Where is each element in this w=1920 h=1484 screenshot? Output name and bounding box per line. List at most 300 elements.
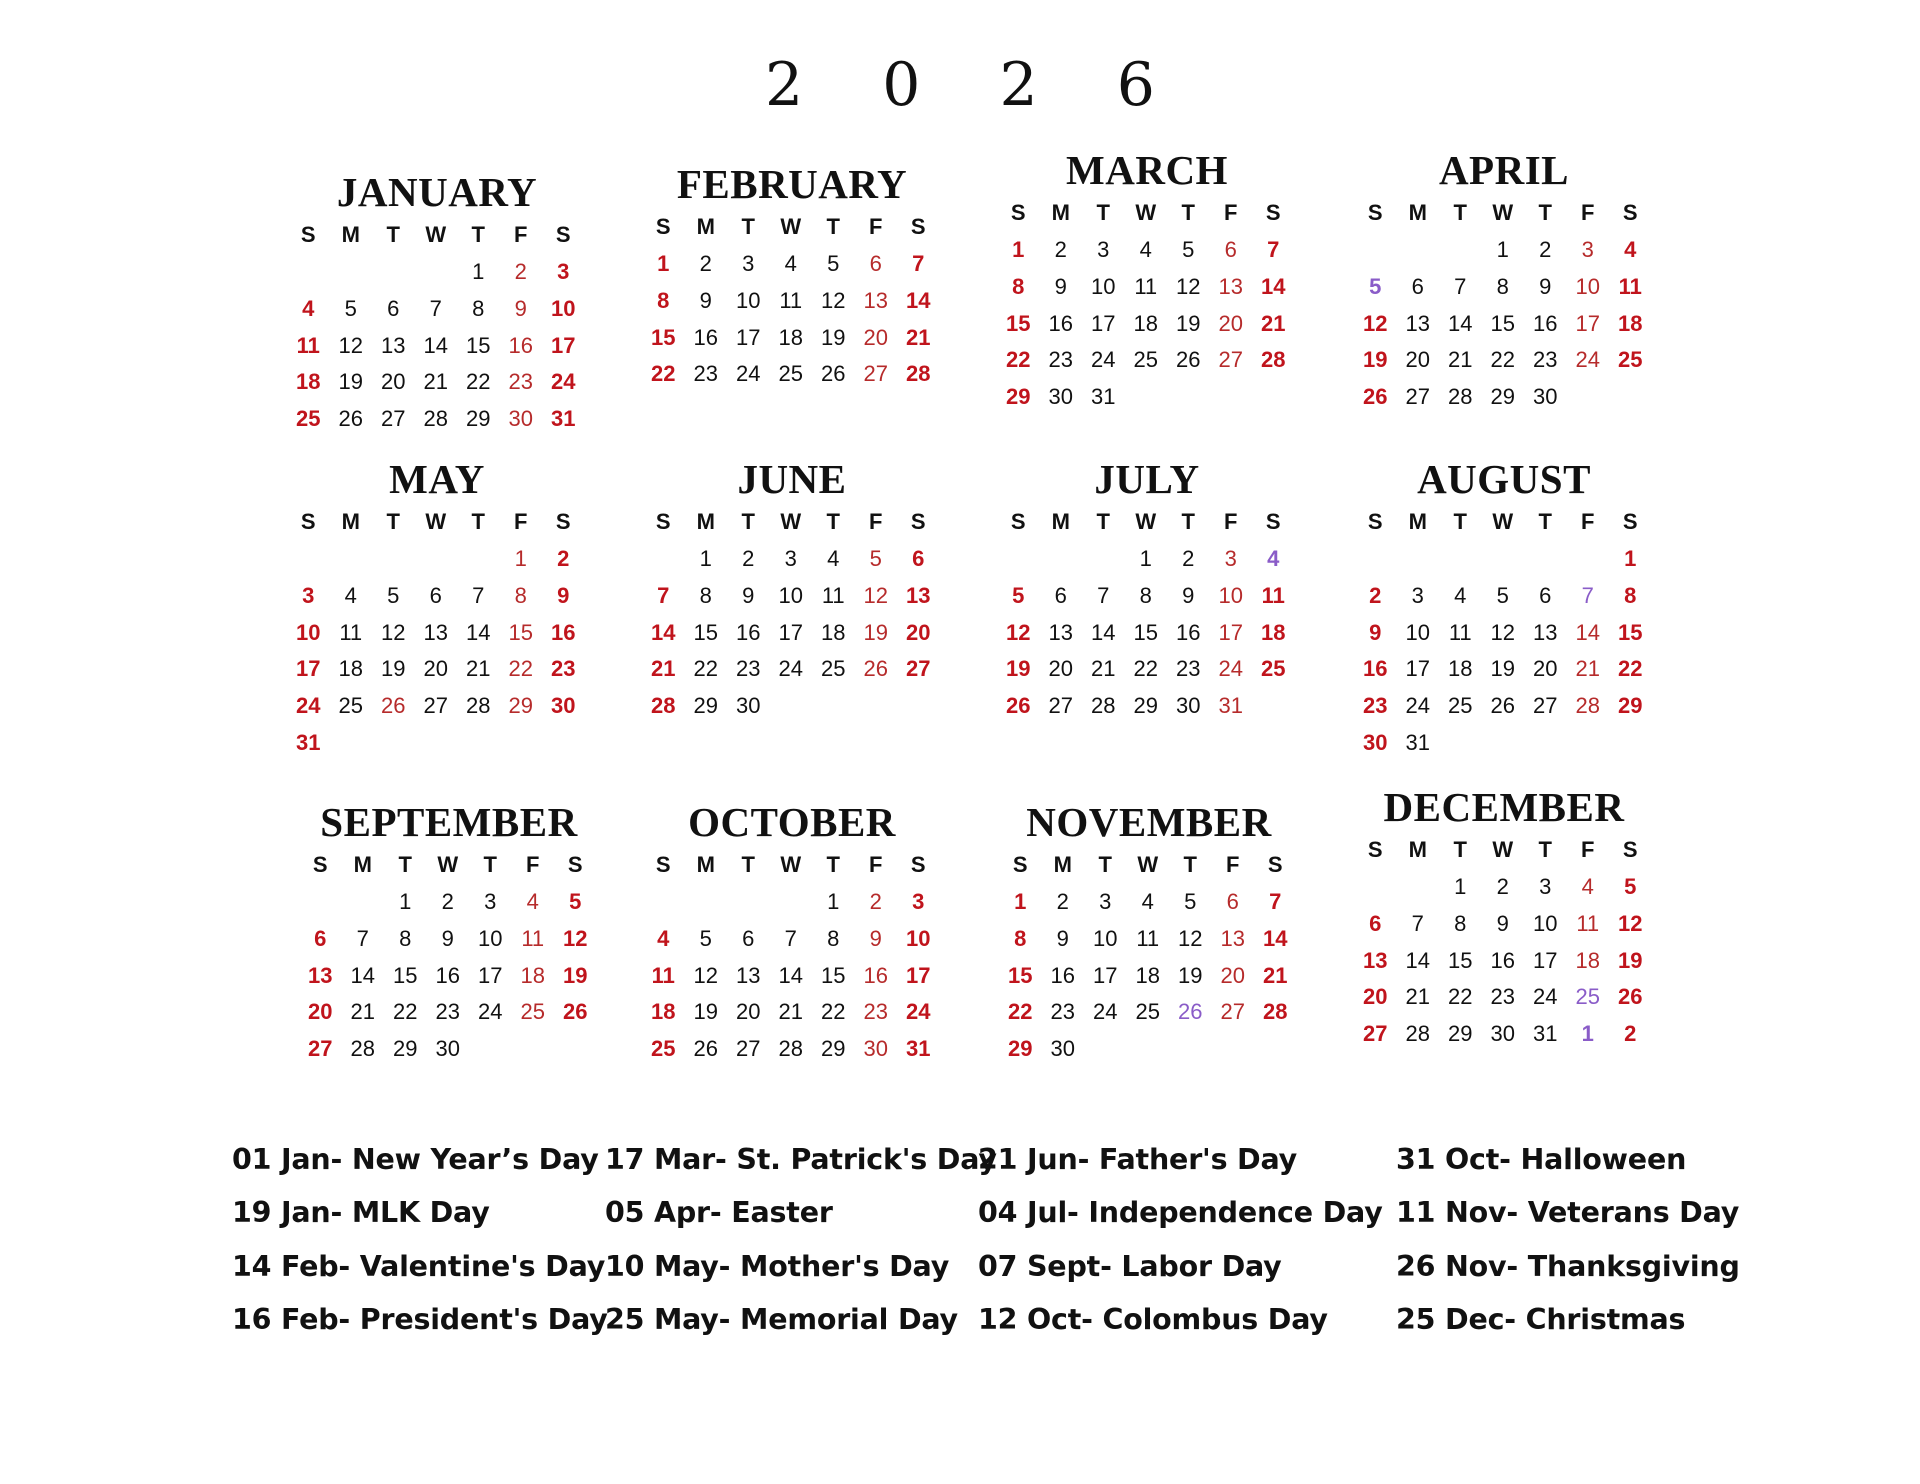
day-cell: 23 bbox=[1363, 693, 1388, 719]
day-cell: 20 bbox=[423, 656, 448, 682]
day-cell: 14 bbox=[1263, 925, 1288, 951]
day-cell: 23 bbox=[1050, 999, 1075, 1025]
holiday-item: 04 Jul- Independence Day bbox=[978, 1196, 1383, 1230]
weekday-label: S bbox=[1265, 509, 1281, 534]
day-cell: 16 bbox=[508, 332, 533, 358]
day-cell: 12 bbox=[1176, 273, 1201, 299]
weekday-header bbox=[1354, 198, 1654, 228]
day-cell: 30 bbox=[736, 693, 761, 719]
weekday-header bbox=[1354, 507, 1654, 537]
day-grid bbox=[997, 232, 1297, 416]
day-cell: 7 bbox=[356, 925, 369, 951]
day-cell: 23 bbox=[1048, 347, 1073, 373]
day-cell: 25 bbox=[1261, 656, 1286, 682]
day-cell: 21 bbox=[651, 656, 676, 682]
weekday-label: S bbox=[1012, 852, 1028, 877]
day-cell: 1 bbox=[399, 889, 412, 914]
day-cell: 26 bbox=[338, 406, 363, 432]
day-cell: 6 bbox=[869, 251, 882, 276]
day-grid bbox=[1354, 869, 1654, 1053]
day-cell: 12 bbox=[1363, 310, 1388, 336]
day-cell: 26 bbox=[863, 656, 888, 682]
day-cell: 18 bbox=[338, 656, 363, 682]
weekday-label: T bbox=[826, 509, 840, 534]
weekday-label: M bbox=[1408, 837, 1427, 862]
day-cell: 23 bbox=[551, 656, 576, 682]
day-cell: 16 bbox=[1490, 947, 1515, 973]
empty-cell bbox=[1397, 541, 1440, 578]
day-cell: 26 bbox=[821, 361, 846, 387]
day-cell: 20 bbox=[863, 324, 888, 350]
day-cell: 22 bbox=[651, 361, 676, 387]
day-cell: 7 bbox=[1097, 582, 1110, 608]
weekday-label: W bbox=[437, 852, 459, 877]
weekday-label: F bbox=[869, 509, 883, 534]
weekday-label: S bbox=[555, 222, 571, 247]
day-cell: 23 bbox=[693, 361, 718, 387]
day-cell: 5 bbox=[569, 889, 582, 914]
day-cell: 12 bbox=[338, 332, 363, 358]
holiday-item: 05 Apr- Easter bbox=[605, 1196, 833, 1230]
day-cell: 28 bbox=[1405, 1021, 1430, 1047]
weekday-label: F bbox=[526, 852, 540, 877]
day-cell: 18 bbox=[778, 324, 803, 350]
day-cell: 20 bbox=[1363, 984, 1388, 1010]
day-cell: 8 bbox=[1014, 925, 1027, 951]
day-cell: 14 bbox=[1448, 310, 1473, 336]
day-cell: 26 bbox=[1006, 693, 1031, 719]
day-cell: 11 bbox=[1576, 910, 1600, 936]
day-cell: 24 bbox=[551, 369, 576, 395]
day-cell: 10 bbox=[736, 287, 761, 313]
day-cell: 7 bbox=[1581, 582, 1594, 608]
day-cell: 20 bbox=[906, 619, 931, 645]
day-cell: 29 bbox=[1490, 384, 1515, 410]
weekday-label: S bbox=[655, 214, 671, 239]
empty-cell bbox=[685, 884, 728, 921]
day-cell: 13 bbox=[1533, 619, 1558, 645]
day-cell: 28 bbox=[423, 406, 448, 432]
day-cell: 24 bbox=[478, 999, 503, 1025]
weekday-header bbox=[287, 220, 587, 250]
day-cell: 4 bbox=[784, 251, 797, 276]
day-cell: 9 bbox=[699, 287, 712, 313]
day-cell: 16 bbox=[863, 962, 888, 988]
day-cell: 9 bbox=[1539, 273, 1552, 299]
day-cell: 11 bbox=[521, 925, 545, 951]
month-february bbox=[642, 162, 942, 393]
day-cell: 15 bbox=[393, 962, 418, 988]
day-cell: 14 bbox=[1575, 619, 1600, 645]
day-cell: 19 bbox=[1176, 310, 1201, 336]
day-cell: 14 bbox=[651, 619, 676, 645]
month-december bbox=[1354, 785, 1654, 1053]
empty-cell bbox=[330, 254, 373, 291]
day-cell: 30 bbox=[1176, 693, 1201, 719]
weekday-header bbox=[299, 850, 599, 880]
day-cell: 19 bbox=[693, 999, 718, 1025]
day-cell: 24 bbox=[778, 656, 803, 682]
day-cell: 27 bbox=[1533, 693, 1558, 719]
day-cell: 2 bbox=[1056, 889, 1069, 914]
day-cell: 19 bbox=[821, 324, 846, 350]
weekday-label: S bbox=[910, 509, 926, 534]
weekday-label: T bbox=[1453, 200, 1467, 225]
day-cell: 5 bbox=[1496, 582, 1509, 608]
day-cell: 24 bbox=[296, 693, 321, 719]
day-cell: 24 bbox=[1093, 999, 1118, 1025]
day-cell: 22 bbox=[1618, 656, 1643, 682]
month-april bbox=[1354, 148, 1654, 416]
day-cell: 7 bbox=[429, 295, 442, 321]
day-cell: 8 bbox=[472, 295, 485, 321]
holiday-item: 17 Mar- St. Patrick's Day bbox=[605, 1143, 997, 1176]
day-cell: 1 bbox=[1624, 546, 1637, 571]
weekday-header bbox=[997, 507, 1297, 537]
day-cell: 27 bbox=[1405, 384, 1430, 410]
day-cell: 29 bbox=[1008, 1036, 1033, 1062]
day-cell: 11 bbox=[651, 962, 675, 988]
day-grid bbox=[999, 884, 1299, 1068]
day-cell: 5 bbox=[1624, 874, 1637, 899]
day-cell: 23 bbox=[435, 999, 460, 1025]
day-cell: 4 bbox=[1624, 237, 1637, 262]
weekday-label: S bbox=[1622, 509, 1638, 534]
day-cell: 26 bbox=[1178, 999, 1203, 1025]
weekday-label: T bbox=[1453, 837, 1467, 862]
day-grid bbox=[287, 541, 587, 762]
day-cell: 9 bbox=[1369, 619, 1382, 645]
month-september bbox=[299, 800, 599, 1068]
day-cell: 4 bbox=[1267, 546, 1280, 571]
day-cell: 18 bbox=[821, 619, 846, 645]
day-cell: 15 bbox=[651, 324, 676, 350]
day-cell: 15 bbox=[1006, 310, 1031, 336]
day-cell: 20 bbox=[1218, 310, 1243, 336]
day-cell: 1 bbox=[1139, 546, 1152, 571]
weekday-label: T bbox=[1098, 852, 1112, 877]
day-cell: 31 bbox=[1091, 384, 1116, 410]
weekday-label: T bbox=[1538, 200, 1552, 225]
day-cell: 29 bbox=[821, 1036, 846, 1062]
day-cell: 25 bbox=[296, 406, 321, 432]
day-cell: 9 bbox=[441, 925, 454, 951]
holiday-item: 07 Sept- Labor Day bbox=[978, 1249, 1282, 1283]
month-october bbox=[642, 800, 942, 1068]
weekday-label: S bbox=[1367, 509, 1383, 534]
weekday-label: F bbox=[1581, 200, 1595, 225]
day-cell: 2 bbox=[869, 889, 882, 914]
day-cell: 26 bbox=[693, 1036, 718, 1062]
day-cell: 8 bbox=[1139, 582, 1152, 608]
day-cell: 21 bbox=[906, 324, 931, 350]
empty-cell bbox=[342, 884, 385, 921]
weekday-label: S bbox=[1367, 837, 1383, 862]
day-cell: 5 bbox=[1012, 582, 1025, 608]
day-cell: 8 bbox=[1454, 910, 1467, 936]
day-cell: 22 bbox=[1008, 999, 1033, 1025]
day-cell: 11 bbox=[296, 332, 320, 358]
day-cell: 11 bbox=[779, 287, 803, 313]
month-name: NOVEMBER bbox=[1026, 799, 1272, 845]
day-cell: 3 bbox=[302, 582, 315, 608]
day-cell: 27 bbox=[736, 1036, 761, 1062]
day-cell: 15 bbox=[508, 619, 533, 645]
day-cell: 2 bbox=[514, 259, 527, 284]
day-cell: 3 bbox=[484, 889, 497, 914]
weekday-label: S bbox=[1367, 200, 1383, 225]
day-cell: 6 bbox=[912, 546, 925, 571]
day-cell: 14 bbox=[466, 619, 491, 645]
weekday-label: M bbox=[1408, 200, 1427, 225]
day-cell: 5 bbox=[1369, 273, 1382, 299]
day-cell: 28 bbox=[1448, 384, 1473, 410]
day-cell: 16 bbox=[1050, 962, 1075, 988]
month-name: APRIL bbox=[1438, 147, 1570, 193]
day-cell: 21 bbox=[1091, 656, 1116, 682]
weekday-label: M bbox=[1051, 200, 1070, 225]
month-may bbox=[287, 457, 587, 762]
empty-cell bbox=[287, 541, 330, 578]
day-cell: 17 bbox=[296, 656, 321, 682]
day-cell: 30 bbox=[508, 406, 533, 432]
day-cell: 27 bbox=[1220, 999, 1245, 1025]
day-cell: 3 bbox=[557, 259, 570, 284]
weekday-label: T bbox=[398, 852, 412, 877]
day-cell: 7 bbox=[1454, 273, 1467, 299]
day-cell: 25 bbox=[821, 656, 846, 682]
holiday-item: 26 Nov- Thanksgiving bbox=[1396, 1249, 1740, 1283]
day-cell: 7 bbox=[784, 925, 797, 951]
weekday-label: M bbox=[696, 214, 715, 239]
day-cell: 13 bbox=[1218, 273, 1243, 299]
empty-cell bbox=[770, 884, 813, 921]
weekday-label: T bbox=[1181, 200, 1195, 225]
empty-cell bbox=[642, 541, 685, 578]
day-cell: 12 bbox=[381, 619, 406, 645]
day-cell: 23 bbox=[736, 656, 761, 682]
day-cell: 5 bbox=[1182, 237, 1195, 262]
day-cell: 7 bbox=[1267, 237, 1280, 262]
empty-cell bbox=[415, 541, 458, 578]
weekday-header bbox=[642, 850, 942, 880]
day-cell: 20 bbox=[1533, 656, 1558, 682]
day-cell: 13 bbox=[308, 962, 333, 988]
day-cell: 22 bbox=[466, 369, 491, 395]
empty-cell bbox=[1397, 869, 1440, 906]
weekday-label: W bbox=[1137, 852, 1159, 877]
empty-cell bbox=[1354, 541, 1397, 578]
day-cell: 19 bbox=[381, 656, 406, 682]
weekday-label: M bbox=[353, 852, 372, 877]
month-january bbox=[287, 170, 587, 438]
day-cell: 8 bbox=[1012, 273, 1025, 299]
day-cell: 17 bbox=[1218, 619, 1243, 645]
day-cell: 12 bbox=[1006, 619, 1031, 645]
weekday-label: T bbox=[471, 509, 485, 534]
day-cell: 7 bbox=[1411, 910, 1424, 936]
day-cell: 12 bbox=[563, 925, 588, 951]
day-cell: 13 bbox=[736, 962, 761, 988]
day-cell: 2 bbox=[1539, 237, 1552, 262]
empty-cell bbox=[1482, 541, 1525, 578]
day-cell: 24 bbox=[1091, 347, 1116, 373]
day-cell: 3 bbox=[1097, 237, 1110, 262]
month-name: AUGUST bbox=[1417, 456, 1591, 502]
day-cell: 5 bbox=[869, 546, 882, 571]
day-cell: 14 bbox=[1261, 273, 1286, 299]
weekday-label: M bbox=[696, 852, 715, 877]
day-cell: 10 bbox=[296, 619, 321, 645]
weekday-label: S bbox=[1010, 200, 1026, 225]
day-cell: 6 bbox=[1369, 910, 1382, 936]
weekday-label: T bbox=[741, 852, 755, 877]
day-cell: 25 bbox=[1133, 347, 1158, 373]
day-cell: 29 bbox=[508, 693, 533, 719]
day-cell: 17 bbox=[1093, 962, 1118, 988]
day-cell: 14 bbox=[350, 962, 375, 988]
weekday-label: F bbox=[1581, 509, 1595, 534]
day-cell: 27 bbox=[1218, 347, 1243, 373]
month-november bbox=[999, 800, 1299, 1068]
day-cell: 20 bbox=[1048, 656, 1073, 682]
day-cell: 8 bbox=[1624, 582, 1637, 608]
weekday-label: S bbox=[567, 852, 583, 877]
day-cell: 20 bbox=[1405, 347, 1430, 373]
day-cell: 8 bbox=[1496, 273, 1509, 299]
day-cell: 1 bbox=[1014, 889, 1027, 914]
day-cell: 17 bbox=[906, 962, 931, 988]
day-cell: 20 bbox=[308, 999, 333, 1025]
day-cell: 28 bbox=[466, 693, 491, 719]
holiday-item: 21 Jun- Father's Day bbox=[978, 1143, 1298, 1176]
year-title: 2 0 2 6 bbox=[765, 50, 1185, 120]
weekday-label: F bbox=[1581, 837, 1595, 862]
empty-cell bbox=[1439, 232, 1482, 269]
day-cell: 2 bbox=[1182, 546, 1195, 571]
day-cell: 10 bbox=[1575, 273, 1600, 299]
day-cell: 21 bbox=[423, 369, 448, 395]
day-cell: 25 bbox=[1448, 693, 1473, 719]
day-cell: 24 bbox=[906, 999, 931, 1025]
weekday-label: W bbox=[1135, 509, 1157, 534]
day-cell: 15 bbox=[466, 332, 491, 358]
day-cell: 10 bbox=[778, 582, 803, 608]
day-cell: 6 bbox=[1224, 237, 1237, 262]
day-cell: 17 bbox=[778, 619, 803, 645]
day-cell: 12 bbox=[693, 962, 718, 988]
weekday-label: W bbox=[1135, 200, 1157, 225]
day-cell: 24 bbox=[736, 361, 761, 387]
day-cell: 16 bbox=[551, 619, 576, 645]
day-grid bbox=[642, 246, 942, 393]
day-cell: 25 bbox=[778, 361, 803, 387]
day-cell: 1 bbox=[657, 251, 670, 276]
weekday-label: T bbox=[386, 509, 400, 534]
empty-cell bbox=[372, 254, 415, 291]
day-cell: 2 bbox=[699, 251, 712, 276]
day-cell: 2 bbox=[1369, 582, 1382, 608]
day-cell: 27 bbox=[381, 406, 406, 432]
day-cell: 18 bbox=[1261, 619, 1286, 645]
day-cell: 3 bbox=[1581, 237, 1594, 262]
day-cell: 1 bbox=[827, 889, 840, 914]
weekday-label: F bbox=[514, 509, 528, 534]
weekday-label: F bbox=[1226, 852, 1240, 877]
day-cell: 1 bbox=[699, 546, 712, 571]
day-cell: 4 bbox=[526, 889, 539, 914]
day-cell: 1 bbox=[514, 546, 527, 571]
day-cell: 7 bbox=[1269, 889, 1282, 914]
weekday-header bbox=[642, 507, 942, 537]
weekday-label: S bbox=[1265, 200, 1281, 225]
day-cell: 16 bbox=[736, 619, 761, 645]
weekday-label: S bbox=[1267, 852, 1283, 877]
weekday-label: W bbox=[780, 852, 802, 877]
day-cell: 19 bbox=[1490, 656, 1515, 682]
weekday-label: T bbox=[483, 852, 497, 877]
month-august bbox=[1354, 457, 1654, 762]
day-cell: 4 bbox=[657, 925, 670, 951]
day-cell: 17 bbox=[551, 332, 576, 358]
day-cell: 11 bbox=[339, 619, 363, 645]
day-grid bbox=[997, 541, 1297, 725]
day-cell: 8 bbox=[657, 287, 670, 313]
day-cell: 22 bbox=[1448, 984, 1473, 1010]
weekday-label: W bbox=[780, 509, 802, 534]
day-cell: 13 bbox=[863, 287, 888, 313]
month-name: JUNE bbox=[737, 456, 847, 502]
day-cell: 3 bbox=[1099, 889, 1112, 914]
day-cell: 18 bbox=[1575, 947, 1600, 973]
day-cell: 16 bbox=[1363, 656, 1388, 682]
empty-cell bbox=[287, 254, 330, 291]
holiday-item: 11 Nov- Veterans Day bbox=[1396, 1196, 1740, 1230]
day-cell: 31 bbox=[1405, 729, 1430, 755]
day-cell: 28 bbox=[778, 1036, 803, 1062]
day-cell: 5 bbox=[699, 925, 712, 951]
day-cell: 31 bbox=[1218, 693, 1243, 719]
day-cell: 6 bbox=[742, 925, 755, 951]
day-cell: 15 bbox=[1618, 619, 1643, 645]
day-cell: 14 bbox=[1405, 947, 1430, 973]
day-cell: 11 bbox=[1136, 925, 1160, 951]
day-cell: 25 bbox=[651, 1036, 676, 1062]
day-cell: 4 bbox=[302, 295, 315, 321]
day-cell: 18 bbox=[1448, 656, 1473, 682]
weekday-label: T bbox=[1183, 852, 1197, 877]
day-cell: 7 bbox=[472, 582, 485, 608]
day-cell: 6 bbox=[1539, 582, 1552, 608]
day-cell: 11 bbox=[1448, 619, 1472, 645]
day-cell: 12 bbox=[1618, 910, 1643, 936]
holiday-item: 12 Oct- Colombus Day bbox=[978, 1302, 1328, 1336]
empty-cell bbox=[1354, 232, 1397, 269]
day-cell: 30 bbox=[1048, 384, 1073, 410]
day-cell: 19 bbox=[863, 619, 888, 645]
day-cell: 17 bbox=[736, 324, 761, 350]
day-cell: 27 bbox=[1048, 693, 1073, 719]
weekday-label: W bbox=[780, 214, 802, 239]
month-name: FEBRUARY bbox=[676, 161, 908, 207]
empty-cell bbox=[1354, 869, 1397, 906]
day-cell: 19 bbox=[1618, 947, 1643, 973]
weekday-header bbox=[997, 198, 1297, 228]
day-cell: 19 bbox=[563, 962, 588, 988]
day-cell: 12 bbox=[1178, 925, 1203, 951]
empty-cell bbox=[1567, 541, 1610, 578]
day-cell: 30 bbox=[1050, 1036, 1075, 1062]
